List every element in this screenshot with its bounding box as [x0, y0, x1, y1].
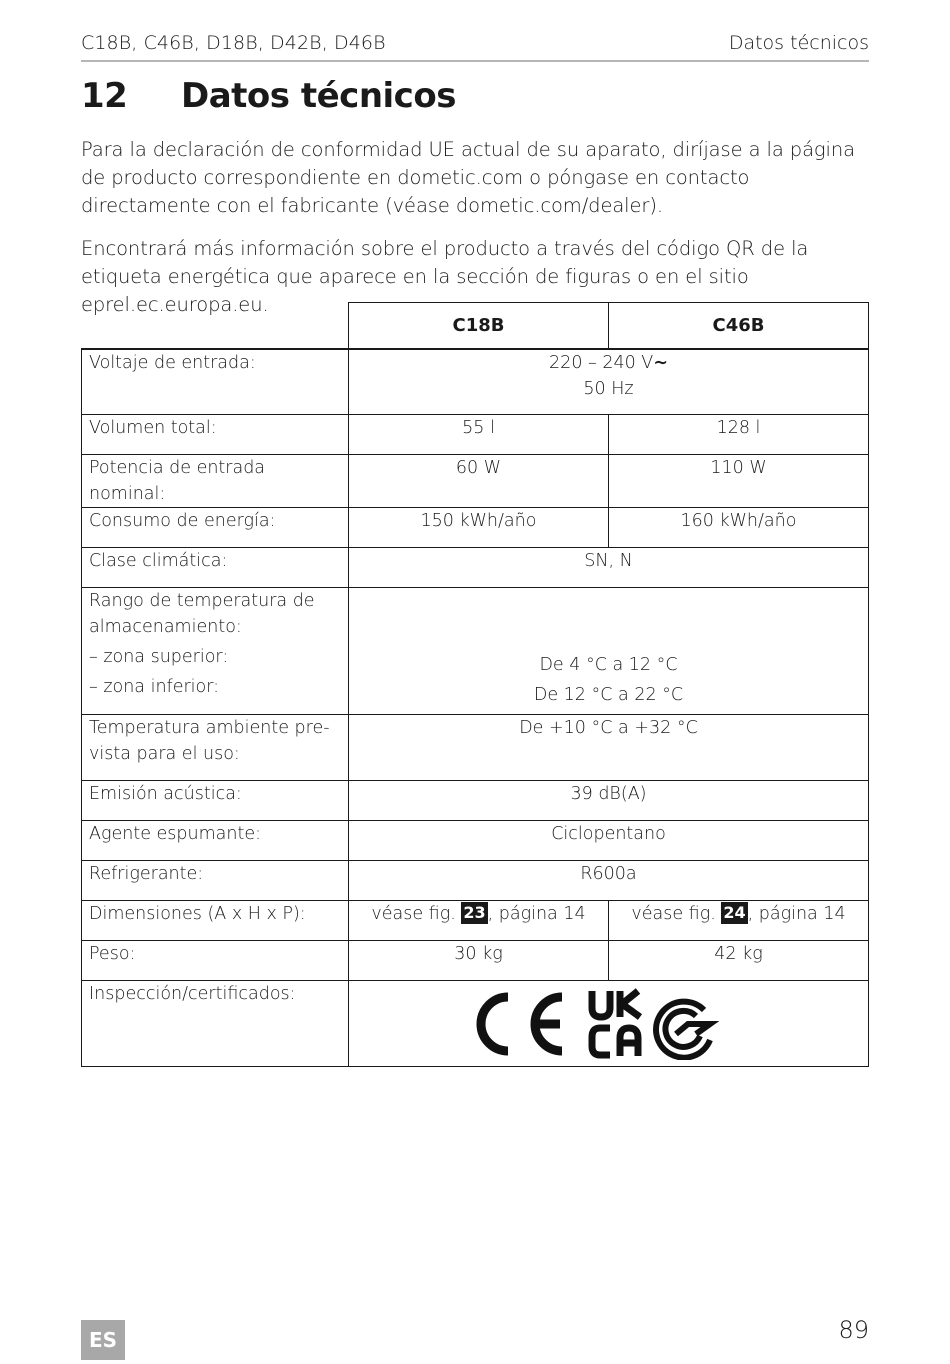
- row-label: Consumo de energía:: [82, 508, 349, 548]
- refrigerant-value: R600a: [349, 861, 869, 901]
- row-label: Temperatura ambiente pre-vista para el uso:: [82, 715, 349, 781]
- ukca-mark-icon: [592, 991, 640, 1056]
- storage-value-cell: [349, 588, 869, 715]
- ambient-value: De +10 °C a +32 °C: [349, 715, 869, 781]
- table-row-power: [82, 455, 869, 508]
- table-row-energy: [82, 508, 869, 548]
- row-label: Potencia de entrada nominal:: [82, 455, 349, 508]
- page-reference: , página 14: [747, 904, 846, 924]
- table-row-dimensions: [82, 901, 869, 941]
- row-label: Inspección/certificados:: [82, 981, 349, 1067]
- table-row-climate: [82, 548, 869, 588]
- ac-symbol-icon: ∼: [653, 352, 668, 373]
- cert-marks-cell: [349, 981, 869, 1067]
- see-fig-text: véase fig.: [631, 904, 716, 924]
- volume-c18b: 55 l: [349, 415, 609, 455]
- upper-zone-label: – zona superior:: [89, 647, 229, 667]
- table-row-ambient: [82, 715, 869, 781]
- figure-reference-badge[interactable]: 24: [723, 903, 746, 922]
- power-c46b: 110 W: [609, 455, 869, 508]
- row-label: Agente espumante:: [82, 821, 349, 861]
- storage-label-cell: [82, 588, 349, 715]
- table-row-storage: [82, 588, 869, 715]
- row-label: Dimensiones (A x H x P):: [82, 901, 349, 941]
- voltage-range: 220 – 240 V: [549, 352, 654, 373]
- column-header-c46b: C46B: [609, 303, 869, 349]
- technical-data-table: [81, 302, 869, 1067]
- chapter-title: Datos técnicos: [181, 76, 456, 116]
- header-models: C18B, C46B, D18B, D42B, D46B: [81, 32, 386, 54]
- energy-c18b: 150 kWh/año: [349, 508, 609, 548]
- header-blank-cell: [82, 303, 349, 349]
- power-c18b: 60 W: [349, 455, 609, 508]
- table-row-noise: [82, 781, 869, 821]
- chapter-heading: [81, 76, 456, 116]
- weight-c46b: 42 kg: [609, 941, 869, 981]
- dimensions-c18b: [349, 901, 609, 941]
- row-label: Clase climática:: [82, 548, 349, 588]
- voltage-value: [349, 349, 869, 415]
- weight-c18b: 30 kg: [349, 941, 609, 981]
- table-row-certs: [82, 981, 869, 1067]
- chapter-number: 12: [81, 76, 128, 116]
- row-label: Voltaje de entrada:: [82, 349, 349, 415]
- header-section: Datos técnicos: [728, 32, 869, 54]
- certification-marks: [474, 988, 744, 1060]
- table-row-volume: [82, 415, 869, 455]
- table-row-voltage: [82, 349, 869, 415]
- row-label: Peso:: [82, 941, 349, 981]
- climate-value: SN, N: [349, 548, 869, 588]
- noise-value: 39 dB(A): [349, 781, 869, 821]
- table-row-refrigerant: [82, 861, 869, 901]
- page-number: 89: [838, 1316, 869, 1344]
- volume-c46b: 128 l: [609, 415, 869, 455]
- table-row-foam: [82, 821, 869, 861]
- page-reference: , página 14: [487, 904, 586, 924]
- running-header: [81, 30, 869, 62]
- row-label: Emisión acústica:: [82, 781, 349, 821]
- see-fig-text: véase fig.: [371, 904, 456, 924]
- lower-zone-value: De 12 °C a 22 °C: [533, 685, 684, 705]
- row-label: Refrigerante:: [82, 861, 349, 901]
- row-label: Rango de temperatura de almacenamiento:: [89, 591, 315, 637]
- lower-zone-label: – zona inferior:: [89, 677, 220, 697]
- frequency-value: 50 Hz: [583, 378, 634, 399]
- qr-info-paragraph: Encontrará más información sobre el producto a través del código QR de la etiqueta energética que aparece en la sección de figuras o en el sitio eprel.ec.europa.eu.: [81, 237, 809, 316]
- ex-mark-icon: [656, 1001, 710, 1057]
- ce-mark-icon: [480, 997, 561, 1051]
- table-row-weight: [82, 941, 869, 981]
- foam-value: Ciclopentano: [349, 821, 869, 861]
- language-tab: ES: [81, 1320, 125, 1360]
- row-label: Volumen total:: [82, 415, 349, 455]
- energy-c46b: 160 kWh/año: [609, 508, 869, 548]
- column-header-c18b: C18B: [349, 303, 609, 349]
- figure-reference-badge[interactable]: 23: [463, 903, 486, 922]
- dimensions-c46b: [609, 901, 869, 941]
- upper-zone-value: De 4 °C a 12 °C: [539, 655, 678, 675]
- table-header-row: [82, 303, 869, 349]
- conformity-paragraph: Para la declaración de conformidad UE actual de su aparato, diríjase a la página de producto correspondiente en dometic.com o póngase en contacto directamente con el fabricante (véase dometic.com/dealer).: [81, 138, 855, 217]
